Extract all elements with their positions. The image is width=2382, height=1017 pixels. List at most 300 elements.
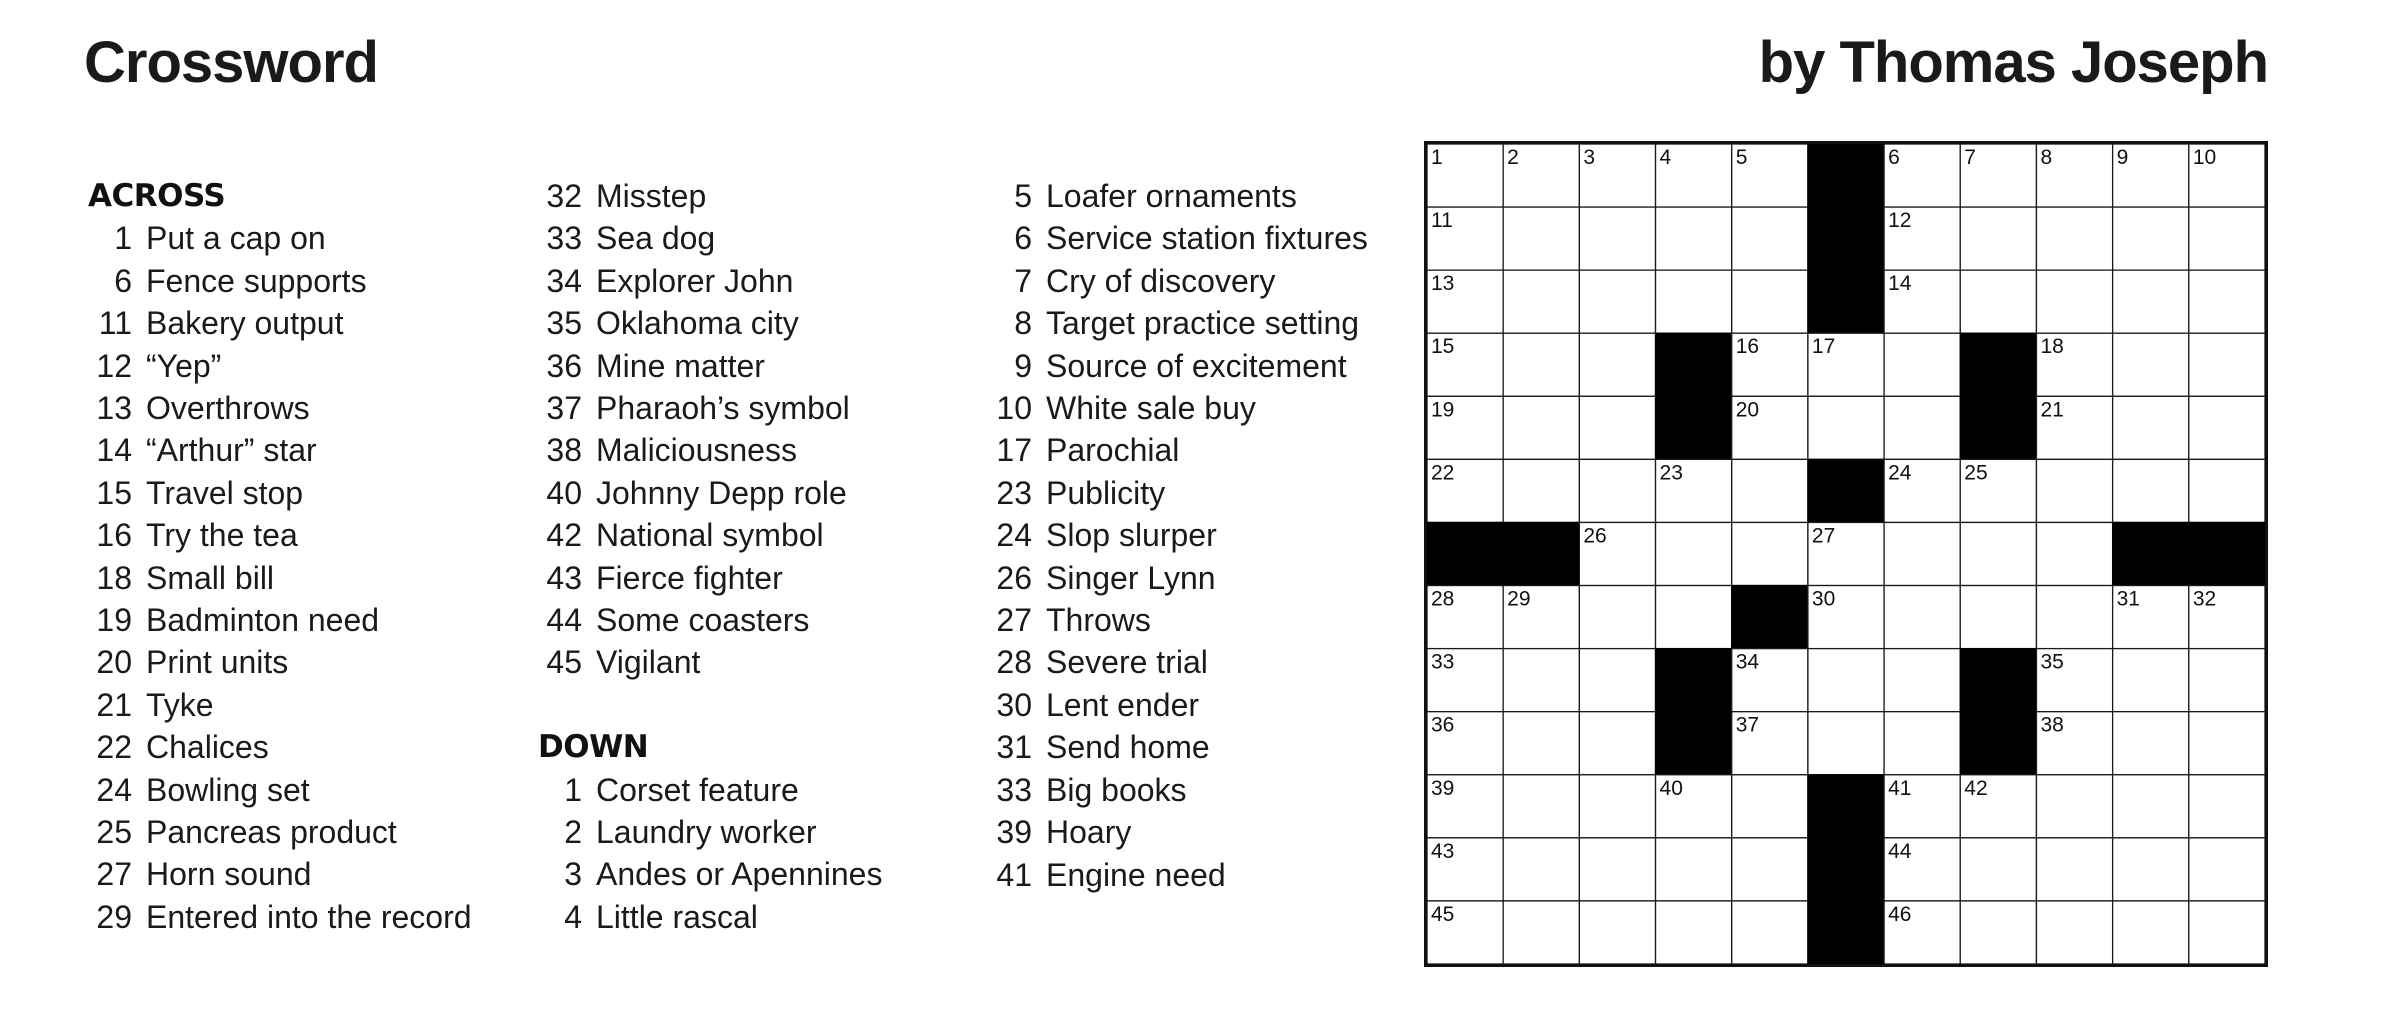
cell-number: 12: [1888, 209, 1912, 233]
cell-number: 31: [2116, 587, 2140, 611]
grid-cell[interactable]: [1503, 459, 1579, 522]
clue-text: Small bill: [146, 559, 275, 596]
grid-cell[interactable]: [1579, 901, 1655, 964]
across-clue: [88, 345, 508, 387]
clue-text: Pharaoh’s symbol: [596, 390, 850, 427]
grid-block: [1960, 396, 2036, 459]
grid-cell[interactable]: [1960, 270, 2036, 333]
puzzle-byline: by Thomas Joseph: [1758, 30, 2268, 95]
clue-number: 25: [96, 814, 132, 851]
clue-text: White sale buy: [1046, 390, 1256, 427]
cell-number: 30: [1811, 587, 1836, 611]
clue-number: 2: [564, 814, 582, 851]
clue-text: Overthrows: [146, 390, 310, 427]
clue-text: Fence supports: [146, 262, 367, 299]
grid-cell[interactable]: [1579, 649, 1655, 712]
clue-text: Target practice setting: [1046, 305, 1360, 342]
grid-block: [1732, 586, 1808, 649]
clue-number: 7: [1014, 262, 1032, 299]
puzzle-title: Crossword: [84, 30, 378, 95]
clue-text: Mine matter: [596, 347, 765, 384]
grid-cell[interactable]: [1808, 396, 1884, 459]
clue-number: 44: [546, 602, 582, 639]
grid-cell[interactable]: [2113, 901, 2189, 964]
clue-text: Andes or Apennines: [596, 856, 883, 893]
across-clue: [538, 599, 958, 641]
clue-number: 8: [1014, 305, 1032, 342]
clue-number: 17: [996, 432, 1032, 469]
across-clue: [538, 175, 958, 217]
grid-cell[interactable]: [2189, 901, 2265, 964]
clue-number: 43: [546, 559, 582, 596]
grid-cell[interactable]: [1579, 586, 1655, 649]
clue-text: Some coasters: [596, 602, 810, 639]
down-clue: [538, 853, 958, 895]
grid-cell[interactable]: [1656, 586, 1732, 649]
clue-number: 13: [96, 390, 132, 427]
clue-number: 18: [96, 559, 132, 596]
grid-cell[interactable]: [1579, 333, 1655, 396]
grid-cell[interactable]: [1732, 459, 1808, 522]
across-clue: [88, 641, 508, 683]
grid-block: [1427, 522, 1503, 585]
clue-number: 39: [996, 814, 1032, 851]
clue-number: 45: [546, 644, 582, 681]
across-clue: [88, 811, 508, 853]
clue-number: 33: [996, 771, 1032, 808]
down-clue: [988, 854, 1408, 896]
clue-text: Bakery output: [146, 305, 344, 342]
clue-number: 35: [546, 305, 582, 342]
clue-text: Chalices: [146, 729, 269, 766]
grid-cell[interactable]: [1579, 775, 1655, 838]
clue-number: 9: [1014, 347, 1032, 384]
grid-cell[interactable]: [2036, 270, 2112, 333]
down-clue: [988, 599, 1408, 641]
grid-cell[interactable]: [2113, 207, 2189, 270]
down-clue: [988, 514, 1408, 556]
clue-text: Try the tea: [146, 517, 298, 554]
cell-number: 7: [1964, 146, 1976, 169]
grid-cell[interactable]: [1732, 901, 1808, 964]
clue-text: Entered into the record: [146, 898, 472, 935]
clue-number: 37: [546, 390, 582, 427]
clue-number: 1: [564, 771, 582, 808]
grid-cell[interactable]: [1732, 207, 1808, 270]
across-clue: [88, 684, 508, 726]
cell-number: 4: [1659, 146, 1672, 169]
cell-number: 36: [1431, 713, 1455, 737]
grid-cell[interactable]: [2113, 838, 2189, 901]
grid-cell[interactable]: [2036, 838, 2112, 901]
grid-cell[interactable]: [1503, 712, 1579, 775]
grid-block: [1808, 207, 1884, 270]
cell-number: 14: [1888, 272, 1912, 296]
clue-number: 5: [1014, 178, 1032, 214]
across-clue: [88, 429, 508, 471]
clue-number: 32: [546, 178, 582, 214]
grid-cell[interactable]: [1732, 522, 1808, 585]
clue-text: Vigilant: [596, 644, 701, 681]
cell-number: 24: [1888, 461, 1912, 485]
cell-number: 43: [1431, 839, 1455, 863]
grid-cell[interactable]: [1503, 396, 1579, 459]
clue-text: Tyke: [146, 686, 214, 723]
across-clue: [88, 472, 508, 514]
clue-text: Hoary: [1046, 814, 1132, 851]
down-clue: [988, 472, 1408, 514]
clue-number: 6: [114, 262, 132, 299]
across-clue: [88, 896, 508, 938]
clue-number: 11: [98, 305, 132, 342]
grid-cell[interactable]: [1656, 522, 1732, 585]
clue-number: 1: [114, 220, 132, 257]
grid-cell[interactable]: [2036, 522, 2112, 585]
clue-number: 24: [996, 517, 1032, 554]
down-clue: [538, 896, 958, 938]
clue-number: 10: [996, 390, 1032, 427]
grid-cell[interactable]: [1808, 649, 1884, 712]
clue-text: “Yep”: [146, 347, 222, 384]
clue-number: 12: [96, 347, 132, 384]
across-clue: [538, 345, 958, 387]
clue-number: 6: [1014, 220, 1032, 257]
grid-block: [2189, 522, 2265, 585]
clue-text: Laundry worker: [596, 814, 817, 851]
grid-cell[interactable]: [1960, 522, 2036, 585]
crossword-grid-svg: [1427, 144, 2265, 964]
grid-cell[interactable]: [1732, 270, 1808, 333]
clue-column-3: [988, 175, 1408, 896]
down-heading: DOWN: [538, 729, 649, 766]
cell-number: 42: [1964, 776, 1988, 800]
grid-cell[interactable]: [2113, 270, 2189, 333]
clue-number: 41: [996, 856, 1032, 893]
grid-cell[interactable]: [1579, 838, 1655, 901]
clue-text: Singer Lynn: [1046, 559, 1216, 596]
clue-number: 19: [96, 602, 132, 639]
clue-column-2: [538, 175, 958, 938]
down-clue: [988, 769, 1408, 811]
down-clue: [538, 769, 958, 811]
grid-cell[interactable]: [1579, 712, 1655, 775]
grid-block: [1808, 270, 1884, 333]
clue-number: 31: [996, 729, 1032, 766]
grid-cell[interactable]: [1884, 333, 1960, 396]
grid-block: [1960, 712, 2036, 775]
cell-number: 9: [2116, 146, 2129, 169]
grid-cell[interactable]: [1503, 333, 1579, 396]
grid-cell[interactable]: [1579, 396, 1655, 459]
clue-text: Little rascal: [596, 898, 758, 935]
grid-cell[interactable]: [1503, 649, 1579, 712]
grid-cell[interactable]: [1503, 270, 1579, 333]
grid-block: [1808, 775, 1884, 838]
grid-cell[interactable]: [1503, 901, 1579, 964]
cell-number: 8: [2040, 146, 2053, 169]
cell-number: 27: [1811, 524, 1836, 548]
clue-number: 4: [564, 898, 582, 935]
grid-block: [1960, 649, 2036, 712]
grid-cell[interactable]: [2189, 459, 2265, 522]
clue-text: Big books: [1046, 771, 1187, 808]
grid-cell[interactable]: [2036, 586, 2112, 649]
cell-number: 34: [1735, 650, 1760, 674]
down-clue: [988, 557, 1408, 599]
cell-number: 13: [1431, 272, 1455, 296]
grid-cell[interactable]: [1656, 901, 1732, 964]
grid-cell[interactable]: [2189, 270, 2265, 333]
clue-text: Loafer ornaments: [1046, 178, 1297, 214]
clue-number: 24: [96, 771, 132, 808]
clue-text: Lent ender: [1046, 686, 1200, 723]
cell-number: 45: [1431, 902, 1455, 926]
grid-block: [1656, 396, 1732, 459]
cell-number: 35: [2040, 650, 2064, 674]
grid-block: [1503, 522, 1579, 585]
clue-number: 16: [96, 517, 132, 554]
clue-text: “Arthur” star: [146, 432, 317, 469]
cell-number: 39: [1431, 776, 1455, 800]
grid-cell[interactable]: [1656, 838, 1732, 901]
clue-number: 29: [96, 898, 132, 935]
clue-number: 38: [546, 432, 582, 469]
cell-number: 17: [1811, 335, 1836, 359]
cell-number: 20: [1735, 398, 1760, 422]
cell-number: 29: [1507, 587, 1531, 611]
grid-block: [2113, 522, 2189, 585]
across-clue: [538, 557, 958, 599]
across-clue: [88, 557, 508, 599]
grid-block: [1808, 459, 1884, 522]
clue-text: Sea dog: [596, 220, 716, 257]
down-clue: [988, 387, 1408, 429]
grid-cell[interactable]: [1960, 901, 2036, 964]
clue-number: 14: [96, 432, 132, 469]
cell-number: 32: [2192, 587, 2217, 611]
cell-number: 38: [2040, 713, 2064, 737]
grid-cell[interactable]: [1579, 207, 1655, 270]
grid-cell[interactable]: [1884, 649, 1960, 712]
clue-text: Source of excitement: [1046, 347, 1347, 384]
grid-cell[interactable]: [2113, 649, 2189, 712]
cell-number: 37: [1735, 713, 1760, 737]
clue-text: Maliciousness: [596, 432, 797, 469]
across-clue: [538, 514, 958, 556]
clue-number: 15: [96, 474, 132, 511]
grid-cell[interactable]: [1960, 586, 2036, 649]
clue-number: 30: [996, 686, 1032, 723]
grid-block: [1656, 649, 1732, 712]
cell-number: 6: [1888, 146, 1900, 169]
cell-number: 1: [1431, 146, 1443, 169]
clue-number: 28: [996, 644, 1032, 681]
across-clue: [538, 472, 958, 514]
grid-cell[interactable]: [1732, 838, 1808, 901]
across-clue: [88, 853, 508, 895]
across-clue: [88, 260, 508, 302]
grid-cell[interactable]: [1503, 775, 1579, 838]
cell-number: 40: [1659, 776, 1683, 800]
grid-cell[interactable]: [2189, 207, 2265, 270]
clue-column-1: [88, 175, 508, 938]
grid-block: [1808, 144, 1884, 207]
down-clue: [988, 260, 1408, 302]
cell-number: 10: [2192, 146, 2217, 169]
clue-text: Service station fixtures: [1046, 220, 1368, 257]
clue-text: Parochial: [1046, 432, 1180, 469]
across-clue: [88, 726, 508, 768]
cell-number: 33: [1431, 650, 1455, 674]
clue-text: National symbol: [596, 517, 824, 554]
across-heading: ACROSS: [88, 178, 226, 214]
clue-text: Throws: [1046, 602, 1151, 639]
grid-cell[interactable]: [1656, 270, 1732, 333]
grid-cell[interactable]: [1884, 522, 1960, 585]
across-clue: [88, 769, 508, 811]
across-clue: [88, 514, 508, 556]
clue-number: 23: [996, 474, 1032, 511]
across-clue: [88, 217, 508, 259]
cell-number: 2: [1507, 146, 1519, 169]
clue-number: 40: [546, 474, 582, 511]
section-spacer: [538, 684, 958, 726]
grid-cell[interactable]: [1503, 838, 1579, 901]
clue-number: 22: [96, 729, 132, 766]
grid-cell[interactable]: [1960, 838, 2036, 901]
clue-number: 21: [96, 686, 132, 723]
across-clue: [538, 429, 958, 471]
grid-cell[interactable]: [2036, 459, 2112, 522]
across-clue: [88, 302, 508, 344]
clue-text: Pancreas product: [146, 814, 397, 851]
cell-number: 22: [1431, 461, 1455, 485]
cell-number: 44: [1888, 839, 1912, 863]
clue-text: Badminton need: [146, 602, 380, 639]
clue-number: 42: [546, 517, 582, 554]
clue-text: Severe trial: [1046, 644, 1208, 681]
across-clue: [88, 599, 508, 641]
clue-number: 33: [546, 220, 582, 257]
grid-cell[interactable]: [2036, 901, 2112, 964]
clue-text: Travel stop: [146, 474, 304, 511]
grid-cell[interactable]: [2189, 333, 2265, 396]
across-clue: [538, 641, 958, 683]
grid-cell[interactable]: [2189, 838, 2265, 901]
grid-cell[interactable]: [1579, 459, 1655, 522]
cell-number: 25: [1964, 461, 1988, 485]
down-clue: [988, 684, 1408, 726]
down-clue: [988, 811, 1408, 853]
grid-cell[interactable]: [1503, 207, 1579, 270]
clue-number: 3: [564, 856, 582, 893]
grid-cell[interactable]: [2113, 396, 2189, 459]
across-clue: [88, 387, 508, 429]
grid-cell[interactable]: [2189, 712, 2265, 775]
grid-cell[interactable]: [2189, 775, 2265, 838]
clue-text: Print units: [146, 644, 289, 681]
cell-number: 26: [1583, 524, 1607, 548]
cell-number: 21: [2040, 398, 2064, 422]
grid-block: [1808, 901, 1884, 964]
clue-text: Put a cap on: [146, 220, 326, 257]
cell-number: 28: [1431, 587, 1455, 611]
grid-cell[interactable]: [1884, 586, 1960, 649]
cell-number: 19: [1431, 398, 1455, 422]
down-clue: [988, 345, 1408, 387]
grid-cell[interactable]: [2113, 459, 2189, 522]
clue-text: Explorer John: [596, 262, 794, 299]
down-clue: [988, 302, 1408, 344]
clue-text: Johnny Depp role: [596, 474, 847, 511]
grid-cell[interactable]: [1808, 712, 1884, 775]
cell-number: 41: [1888, 776, 1912, 800]
grid-block: [1656, 712, 1732, 775]
clue-text: Misstep: [596, 178, 707, 214]
grid-cell[interactable]: [2113, 333, 2189, 396]
clue-number: 27: [96, 856, 132, 893]
grid-cell[interactable]: [2113, 712, 2189, 775]
clue-text: Horn sound: [146, 856, 312, 893]
crossword-grid: [1424, 141, 2268, 967]
down-clue: [988, 726, 1408, 768]
grid-cell[interactable]: [2189, 396, 2265, 459]
clue-text: Oklahoma city: [596, 305, 799, 342]
clue-number: 36: [546, 347, 582, 384]
down-clue: [988, 217, 1408, 259]
cell-number: 16: [1735, 335, 1760, 359]
cell-number: 5: [1735, 146, 1748, 169]
grid-block: [1808, 838, 1884, 901]
grid-block: [1656, 333, 1732, 396]
grid-cell[interactable]: [2189, 649, 2265, 712]
grid-cell[interactable]: [2036, 207, 2112, 270]
down-clue: [988, 429, 1408, 471]
clue-text: Slop slurper: [1046, 517, 1217, 554]
clue-number: 27: [996, 602, 1032, 639]
grid-cell[interactable]: [1884, 712, 1960, 775]
grid-cell[interactable]: [1732, 775, 1808, 838]
clue-text: Bowling set: [146, 771, 310, 808]
grid-cell[interactable]: [2113, 775, 2189, 838]
cell-number: 18: [2040, 335, 2064, 359]
grid-cell[interactable]: [1656, 207, 1732, 270]
across-clue: [538, 302, 958, 344]
grid-block: [1960, 333, 2036, 396]
grid-cell[interactable]: [1579, 270, 1655, 333]
clue-text: Publicity: [1046, 474, 1166, 511]
across-clue: [538, 387, 958, 429]
across-clue: [538, 217, 958, 259]
down-clue: [988, 641, 1408, 683]
clue-text: Cry of discovery: [1046, 262, 1276, 299]
grid-cell[interactable]: [2036, 775, 2112, 838]
grid-cell[interactable]: [1884, 396, 1960, 459]
down-clue: [538, 811, 958, 853]
cell-number: 23: [1659, 461, 1683, 485]
grid-cell[interactable]: [1960, 207, 2036, 270]
clue-text: Corset feature: [596, 771, 799, 808]
clue-text: Fierce fighter: [596, 559, 783, 596]
cell-number: 11: [1431, 209, 1453, 233]
clue-text: Engine need: [1046, 856, 1226, 893]
cell-number: 3: [1583, 146, 1596, 169]
clue-number: 26: [996, 559, 1032, 596]
cell-number: 46: [1888, 902, 1912, 926]
down-clue: [988, 175, 1408, 217]
cell-number: 15: [1431, 335, 1455, 359]
clue-number: 20: [96, 644, 132, 681]
